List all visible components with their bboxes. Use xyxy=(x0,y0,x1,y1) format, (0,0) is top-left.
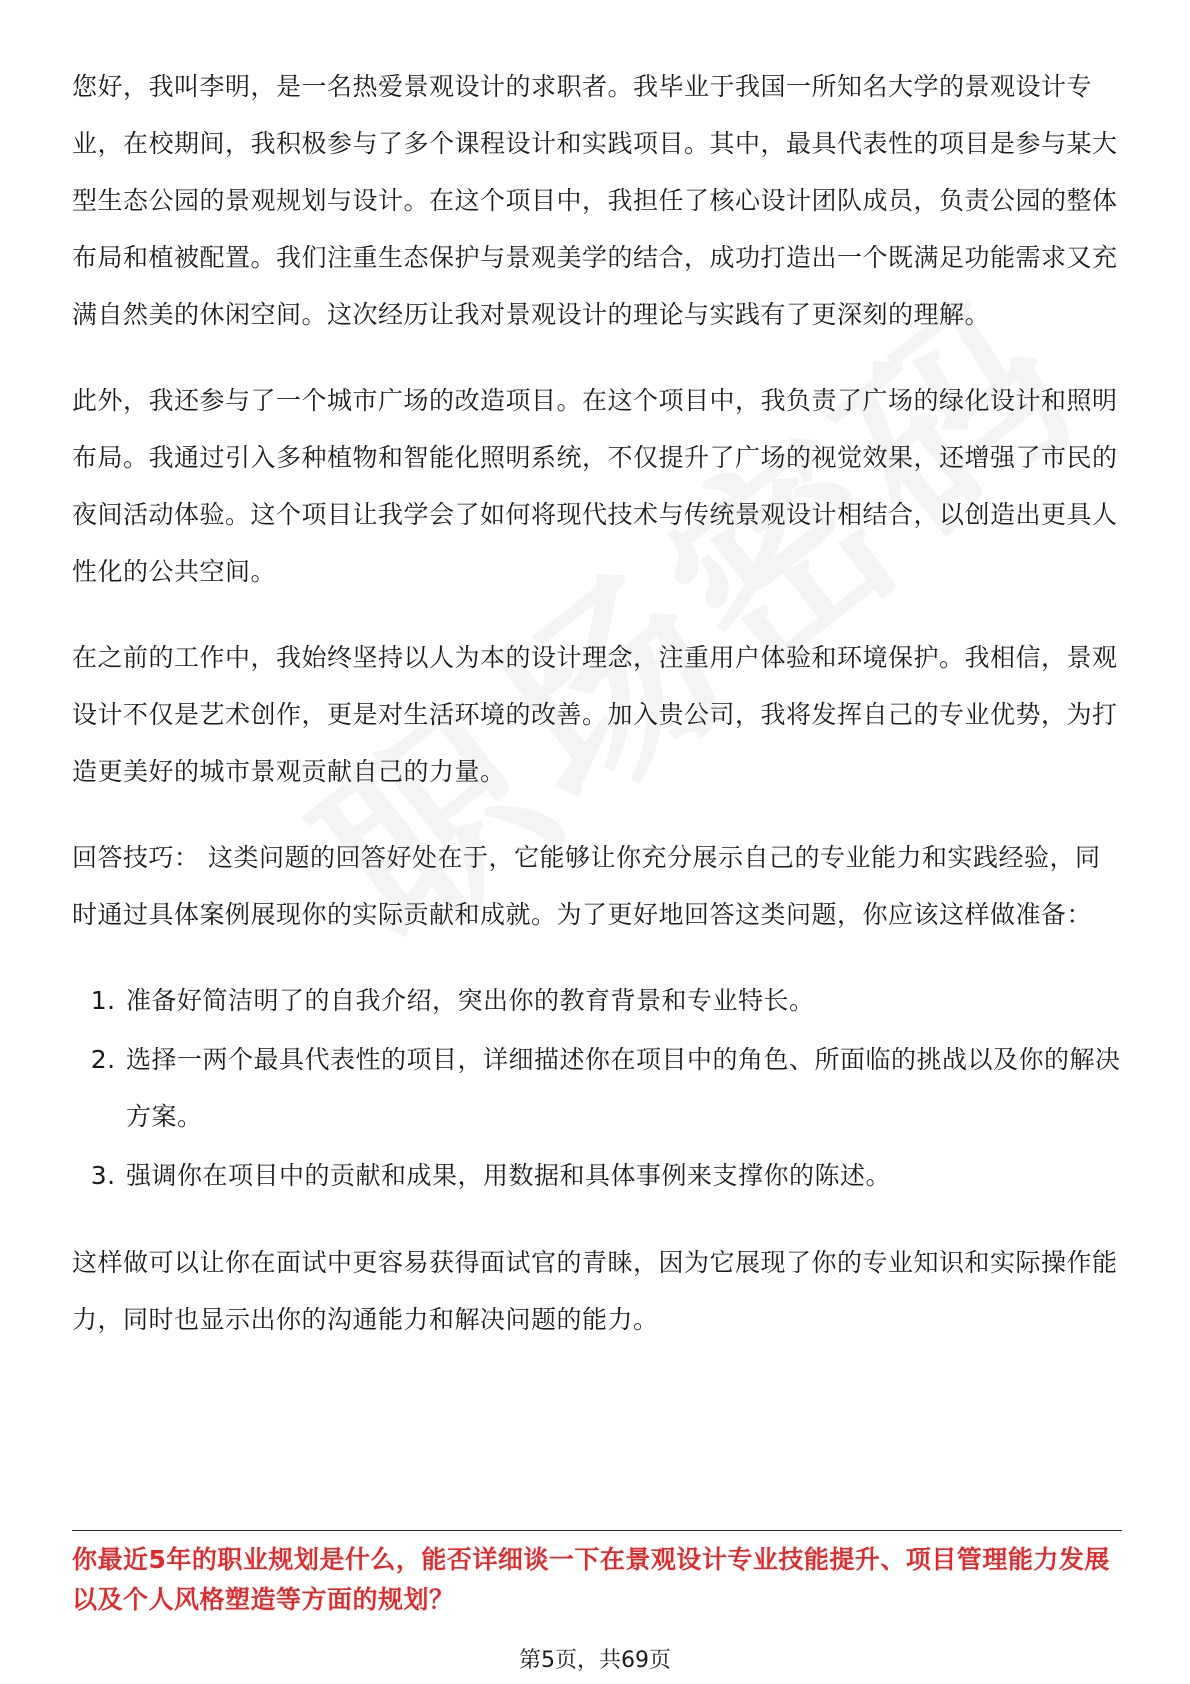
paragraph-project: 此外，我还参与了一个城市广场的改造项目。在这个项目中，我负责了广场的绿化设计和照明布局。我通过引入多种植物和智能化照明系统，不仅提升了广场的视觉效果，还增强了市民的夜间活动体验。这个项目让我学会了如何将现代技术与传统景观设计相结合，以创造出更具人性化的公共空间。 xyxy=(72,386,1118,586)
answer-body xyxy=(72,58,1122,1377)
tips-list-item: 1. 准备好简洁明了的自我介绍，突出你的教育背景和专业特长。 xyxy=(124,972,1122,1029)
paragraph-philosophy: 在之前的工作中，我始终坚持以人为本的设计理念，注重用户体验和环境保护。我相信，景观设计不仅是艺术创作，更是对生活环境的改善。加入贵公司，我将发挥自己的专业优势，为打造更美好的城市景观贡献自己的力量。 xyxy=(72,643,1118,786)
paragraph-closing: 这样做可以让你在面试中更容易获得面试官的青睐，因为它展现了你的专业知识和实际操作能力，同时也显示出你的沟通能力和解决问题的能力。 xyxy=(72,1248,1118,1334)
paragraph-tips-intro: 回答技巧： 这类问题的回答好处在于，它能够让你充分展示自己的专业能力和实践经验，同时通过具体案例展现你的实际贡献和成就。为了更好地回答这类问题，你应该这样做准备： xyxy=(72,843,1101,929)
tips-list-item: 2. 选择一两个最具代表性的项目，详细描述你在项目中的角色、所面临的挑战以及你的解决方案。 xyxy=(124,1031,1122,1145)
tips-list-item: 3. 强调你在项目中的贡献和成果，用数据和具体事例来支撑你的陈述。 xyxy=(124,1147,1122,1204)
next-question-heading: 你最近5年的职业规划是什么，能否详细谈一下在景观设计专业技能提升、项目管理能力发展以及个人风格塑造等方面的规划？ xyxy=(72,1545,1110,1614)
paragraph-intro: 您好，我叫李明，是一名热爱景观设计的求职者。我毕业于我国一所知名大学的景观设计专业，在校期间，我积极参与了多个课程设计和实践项目。其中，最具代表性的项目是参与某大型生态公园的景观规划与设计。在这个项目中，我担任了核心设计团队成员，负责公园的整体布局和植被配置。我们注重生态保护与景观美学的结合，成功打造出一个既满足功能需求又充满自然美的休闲空间。这次经历让我对景观设计的理论与实践有了更深刻的理解。 xyxy=(72,72,1118,329)
section-divider xyxy=(72,1530,1122,1531)
page-number: 第5页，共69页 xyxy=(519,1648,671,1673)
tips-list xyxy=(72,972,1122,1204)
